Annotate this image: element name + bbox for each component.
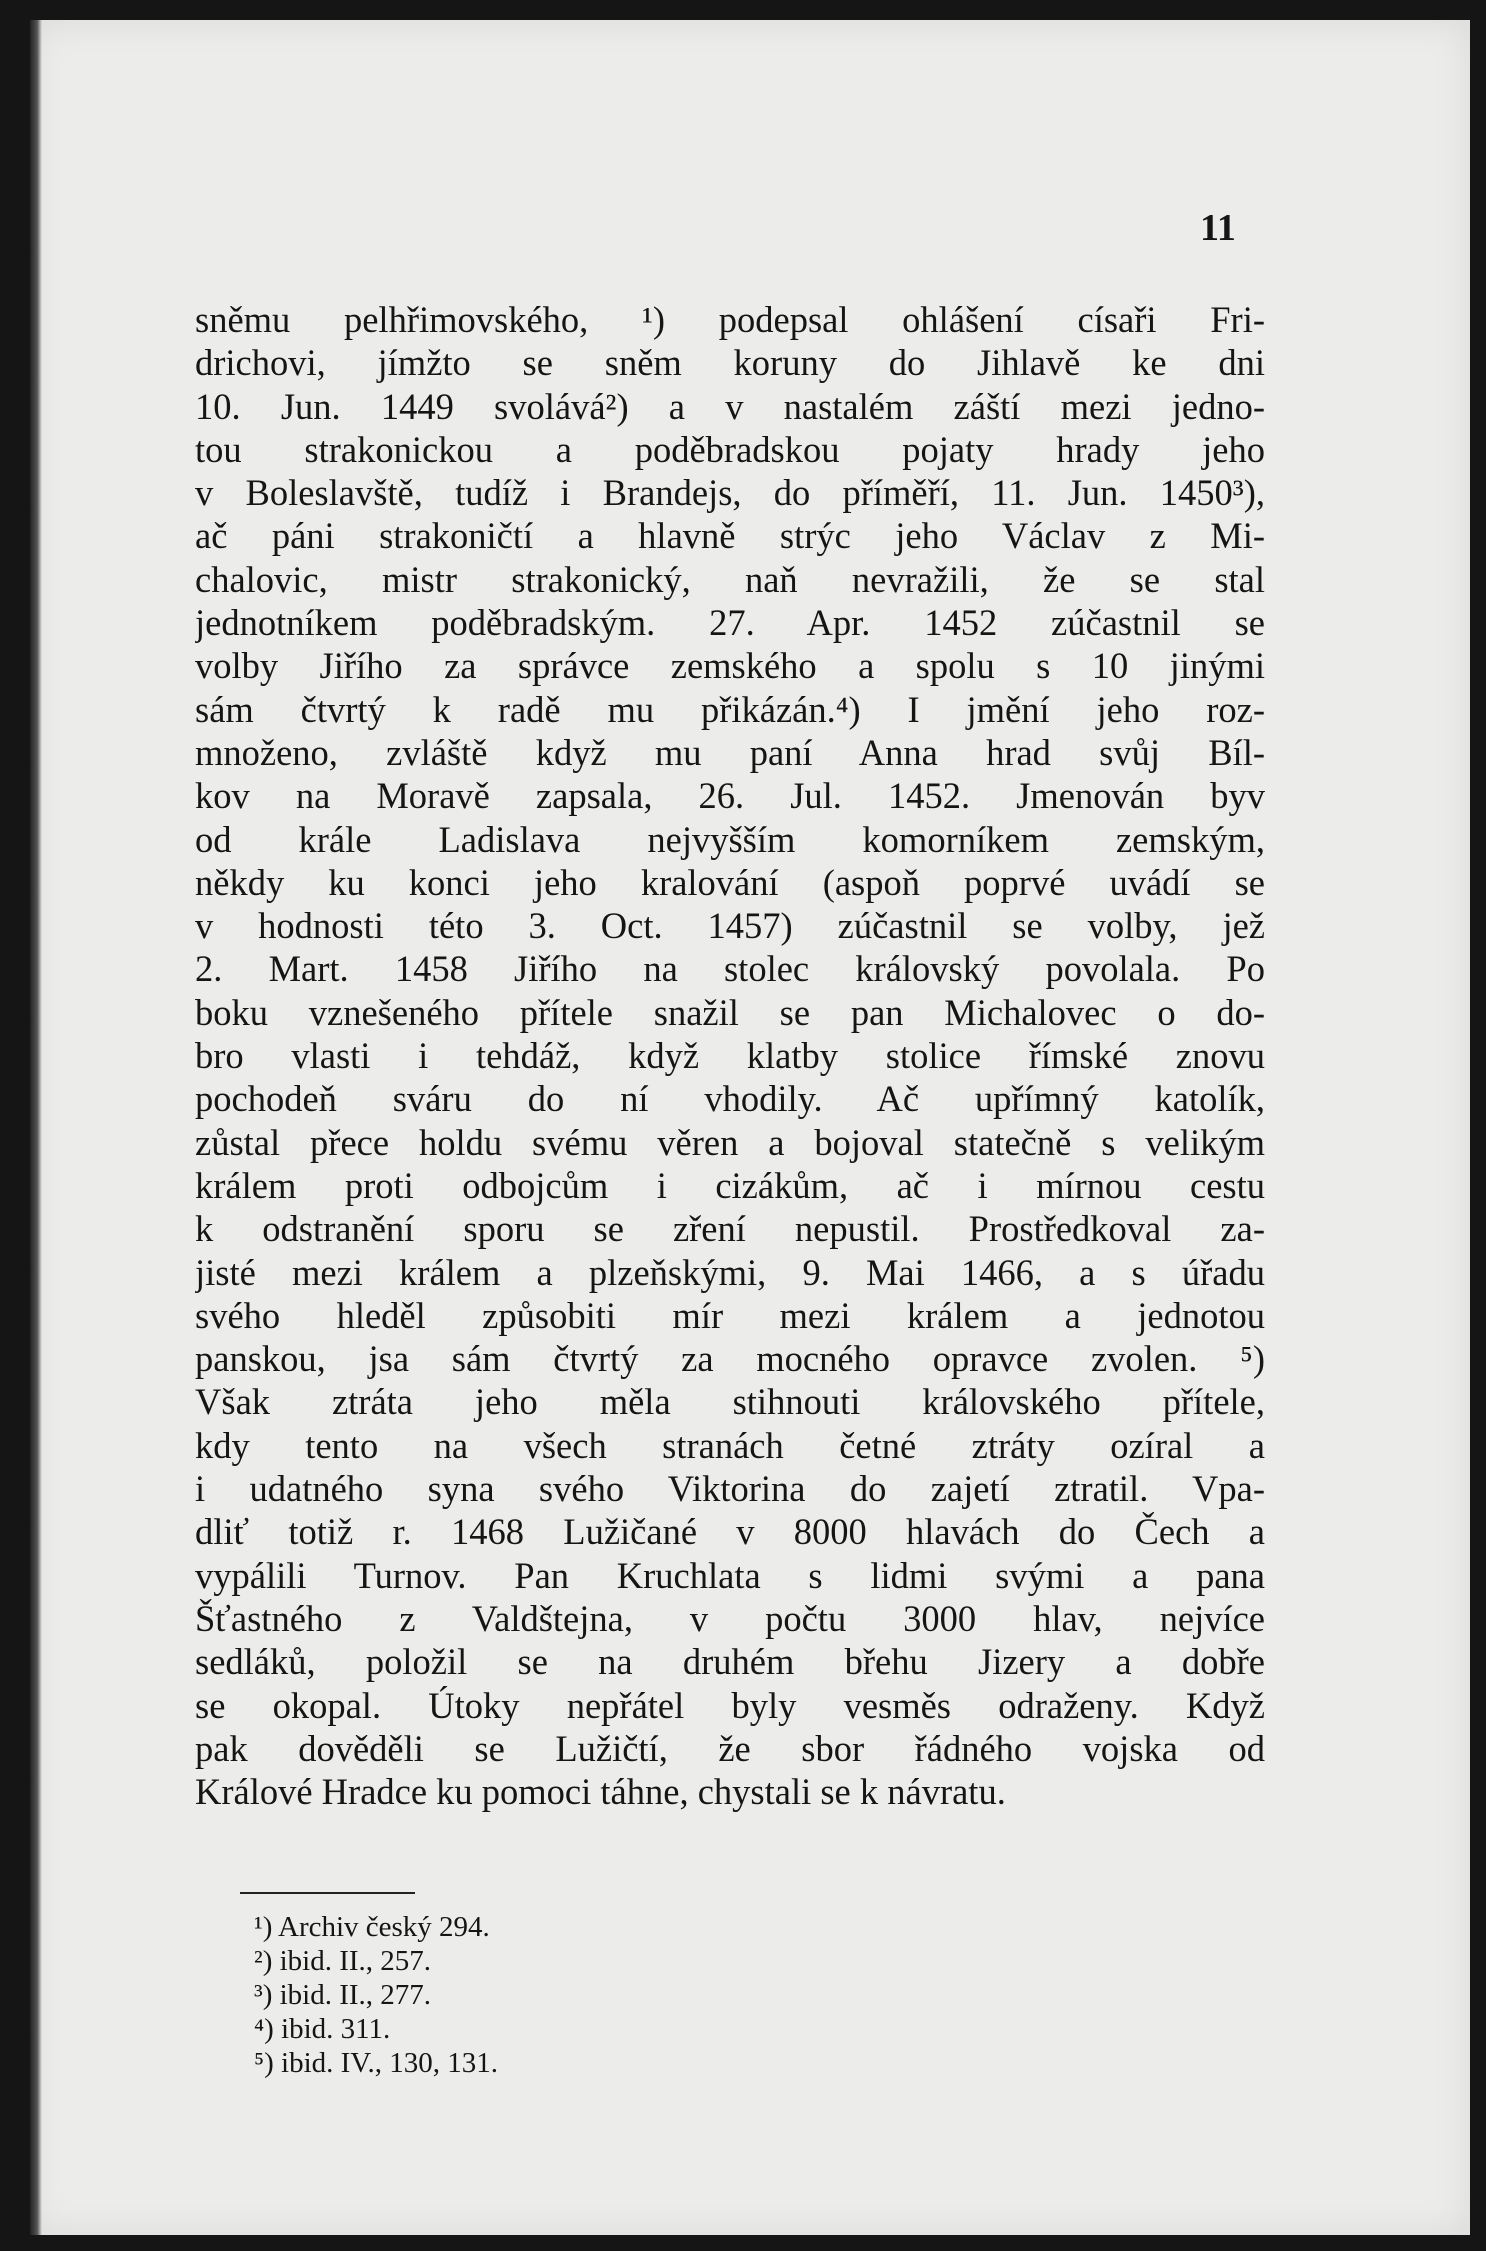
text-line: někdy ku konci jeho kralování (aspoň poprvé uvádí se: [195, 861, 1265, 903]
text-line: kdy tento na všech stranách četné ztráty ozíral a: [195, 1424, 1265, 1466]
text-line: chalovic, mistr strakonický, naň nevražili, že se stal: [195, 558, 1265, 600]
text-line: v Boleslavště, tudíž i Brandejs, do příměří, 11. Jun. 1450³),: [195, 472, 1265, 514]
text-line: k odstranění sporu se zření nepustil. Prostředkoval za-: [195, 1208, 1265, 1250]
text-line: panskou, jsa sám čtvrtý za mocného opravce zvolen. ⁵): [195, 1338, 1265, 1380]
body-text: [195, 298, 1265, 1813]
footnote: ⁵) ibid. IV., 130, 131.: [254, 2047, 498, 2079]
text-line: volby Jiřího za správce zemského a spolu s 10 jinými: [195, 645, 1265, 687]
footnote: ³) ibid. II., 277.: [254, 1979, 432, 2011]
text-line: kov na Moravě zapsala, 26. Jul. 1452. Jmenován byv: [195, 775, 1265, 817]
text-line: sedláků, položil se na druhém břehu Jizery a dobře: [195, 1641, 1265, 1683]
text-line: i udatného syna svého Viktorina do zajetí ztratil. Vpa-: [195, 1468, 1265, 1510]
footnote: ¹) Archiv český 294.: [254, 1911, 490, 1943]
text-line: svého hleděl způsobiti mír mezi králem a jednotou: [195, 1294, 1265, 1336]
text-line: králem proti odbojcům i cizákům, ač i mírnou cestu: [195, 1164, 1265, 1206]
text-line: Králové Hradce ku pomoci táhne, chystali se k návratu.: [195, 1771, 1006, 1813]
text-line: tou strakonickou a poděbradskou pojaty hrady jeho: [195, 428, 1265, 470]
page-number: 11: [1200, 207, 1236, 249]
footnote: ⁴) ibid. 311.: [254, 2013, 391, 2045]
text-line: v hodnosti této 3. Oct. 1457) zúčastnil se volby, jež: [195, 905, 1265, 947]
text-line: bro vlasti i tehdáž, když klatby stolice římské znovu: [195, 1035, 1265, 1077]
text-line: množeno, zvláště když mu paní Anna hrad svůj Bíl-: [195, 731, 1265, 773]
text-line: pak dověděli se Lužičtí, že sbor řádného vojska od: [195, 1727, 1265, 1769]
text-line: boku vznešeného přítele snažil se pan Michalovec o do-: [195, 991, 1265, 1033]
text-line: jisté mezi králem a plzeňskými, 9. Mai 1466, a s úřadu: [195, 1251, 1265, 1293]
text-line: jednotníkem poděbradským. 27. Apr. 1452 zúčastnil se: [195, 602, 1265, 644]
text-line: sněmu pelhřimovského, ¹) podepsal ohlášení císaři Fri-: [195, 299, 1265, 340]
text-line: ač páni strakoničtí a hlavně strýc jeho Václav z Mi-: [195, 515, 1265, 557]
text-line: 2. Mart. 1458 Jiřího na stolec královský povolala. Po: [195, 948, 1265, 990]
footnotes: [254, 1910, 498, 2080]
text-line: dliť totiž r. 1468 Lužičané v 8000 hlavách do Čech a: [195, 1511, 1265, 1553]
text-line: drichovi, jímžto se sněm koruny do Jihlavě ke dni: [195, 342, 1265, 384]
text-line: Však ztráta jeho měla stihnouti královského přítele,: [195, 1381, 1265, 1423]
text-line: se okopal. Útoky nepřátel byly vesměs odraženy. Když: [195, 1684, 1265, 1726]
footnote: ²) ibid. II., 257.: [254, 1945, 432, 1977]
text-line: od krále Ladislava nejvyšším komorníkem zemským,: [195, 818, 1265, 860]
text-line: zůstal přece holdu svému věren a bojoval statečně s velikým: [195, 1121, 1265, 1163]
footnote-divider: [240, 1892, 415, 1894]
book-page: [30, 20, 1470, 2235]
text-line: vypálili Turnov. Pan Kruchlata s lidmi svými a pana: [195, 1554, 1265, 1596]
text-line: 10. Jun. 1449 svolává²) a v nastalém záští mezi jedno-: [195, 385, 1265, 427]
text-line: Šťastného z Valdštejna, v počtu 3000 hlav, nejvíce: [195, 1597, 1265, 1639]
text-line: sám čtvrtý k radě mu přikázán.⁴) I jmění jeho roz-: [195, 688, 1265, 730]
text-line: pochodeň sváru do ní vhodily. Ač upřímný katolík,: [195, 1078, 1265, 1120]
page-spine-edge: [30, 20, 42, 2235]
